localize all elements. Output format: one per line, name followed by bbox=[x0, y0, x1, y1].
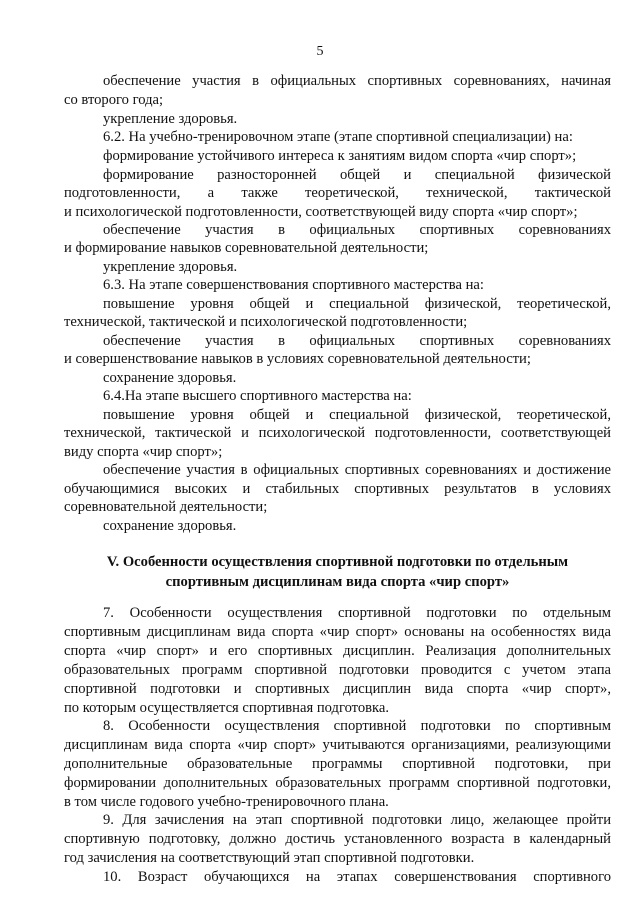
text-line: 7. Особенности осуществления спортивной подготовки по отдельным bbox=[103, 605, 611, 621]
text-line: со второго года; bbox=[64, 92, 164, 108]
text-line: и психологической подготовленности, соответствующей виду спорта «чир спорт»; bbox=[64, 204, 578, 220]
text-line: сохранение здоровья. bbox=[103, 370, 237, 386]
page-number: 5 bbox=[316, 44, 324, 59]
text-line: виду спорта «чир спорт»; bbox=[64, 444, 223, 460]
text-line: повышение уровня общей и специальной физической, теоретической, bbox=[103, 407, 611, 423]
text-line: дополнительные образовательные программы спортивной подготовки, при bbox=[64, 756, 611, 772]
text-line: в том числе годового учебно-тренировочного плана. bbox=[64, 794, 389, 810]
text-line: формировании дополнительных образовательных программ спортивной подготовки, bbox=[64, 775, 611, 791]
text-line: спортивную подготовку, должно достичь установленного возраста в календарный bbox=[64, 831, 611, 847]
text-line: спортивной подготовки и спортивных дисциплин вида спорта «чир спорт», bbox=[64, 681, 611, 697]
section-heading-line: V. Особенности осуществления спортивной подготовки по отдельным bbox=[106, 554, 569, 570]
text-line: 9. Для зачисления на этап спортивной подготовки лицо, желающее пройти bbox=[103, 812, 611, 828]
text-line: образовательных программ спортивной подготовки проводится с учетом этапа bbox=[64, 662, 611, 678]
text-line: обучающимися высоких и стабильных спортивных результатов в условиях bbox=[64, 481, 611, 497]
text-line: укрепление здоровья. bbox=[103, 111, 238, 127]
text-line: 6.2. На учебно-тренировочном этапе (этапе спортивной специализации) на: bbox=[103, 129, 573, 145]
text-line: и формирование навыков соревновательной деятельности; bbox=[64, 240, 429, 256]
text-line: дисциплинам вида спорта «чир спорт» учитываются организациями, реализующими bbox=[64, 737, 611, 753]
text-line: повышение уровня общей и специальной физической, теоретической, bbox=[103, 296, 611, 312]
text-line: 10. Возраст обучающихся на этапах совершенствования спортивного bbox=[103, 869, 611, 885]
text-line: технической, тактической и психологической подготовленности; bbox=[64, 314, 468, 330]
text-line: год зачисления на соответствующий этап спортивной подготовки. bbox=[64, 850, 475, 866]
text-line: подготовленности, а также теоретической, технической, тактической bbox=[64, 185, 611, 201]
text-line: 6.3. На этапе совершенствования спортивного мастерства на: bbox=[103, 277, 484, 293]
text-line: обеспечение участия в официальных спортивных соревнованиях, начиная bbox=[103, 73, 611, 89]
text-line: технической, тактической и психологической подготовленности, соответствующей bbox=[64, 425, 611, 441]
text-line: 6.4.На этапе высшего спортивного мастерства на: bbox=[103, 388, 412, 404]
text-line: спорта «чир спорт» и его спортивных дисциплин. Реализация дополнительных bbox=[64, 643, 611, 659]
text-line: обеспечение участия в официальных спортивных соревнованиях bbox=[103, 333, 611, 349]
text-line: и совершенствование навыков в условиях соревновательной деятельности; bbox=[64, 351, 531, 367]
section-heading-line: спортивным дисциплинам вида спорта «чир спорт» bbox=[165, 574, 510, 590]
text-line: формирование разносторонней общей и специальной физической bbox=[103, 167, 611, 183]
text-line: соревновательной деятельности; bbox=[64, 499, 268, 515]
text-line: формирование устойчивого интереса к занятиям видом спорта «чир спорт»; bbox=[103, 148, 577, 164]
text-line: спортивным дисциплинам вида спорта «чир спорт» основаны на особенностях вида bbox=[64, 624, 611, 640]
text-line: сохранение здоровья. bbox=[103, 518, 237, 534]
text-line: по которым осуществляется спортивная подготовка. bbox=[64, 700, 390, 716]
text-line: обеспечение участия в официальных спортивных соревнованиях и достижение bbox=[103, 462, 611, 478]
text-line: 8. Особенности осуществления спортивной подготовки по спортивным bbox=[103, 718, 611, 734]
text-line: обеспечение участия в официальных спортивных соревнованиях bbox=[103, 222, 611, 238]
text-line: укрепление здоровья. bbox=[103, 259, 238, 275]
